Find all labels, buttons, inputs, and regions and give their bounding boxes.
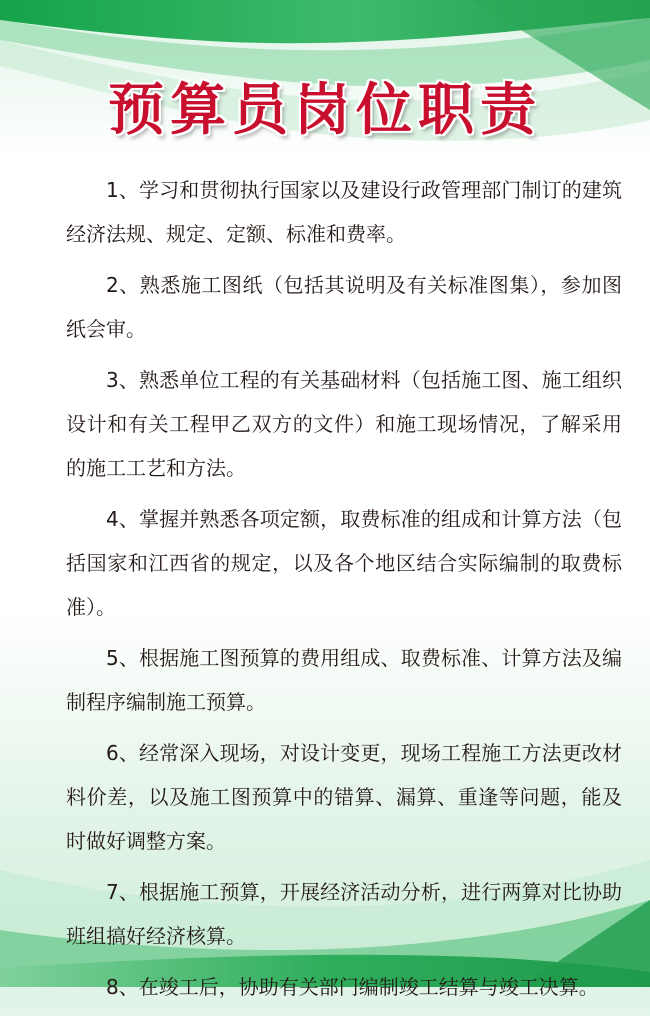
poster-title: 预算员岗位职责	[108, 78, 542, 143]
duty-item-4: 4、掌握并熟悉各项定额，取费标准的组成和计算方法（包括国家和江西省的规定，以及各个地区结合实际编制的取费标准）。	[66, 507, 622, 619]
duty-item-7: 7、根据施工预算，开展经济活动分析，进行两算对比协助班组搞好经济核算。	[66, 880, 622, 948]
duty-item-2: 2、熟悉施工图纸（包括其说明及有关标准图集），参加图纸会审。	[66, 273, 622, 341]
duty-item-3: 3、熟悉单位工程的有关基础材料（包括施工图、施工组织设计和有关工程甲乙双方的文件）和施工现场情况，了解采用的施工工艺和方法。	[66, 368, 622, 480]
duty-item-8: 8、在竣工后，协助有关部门编制竣工结算与竣工决算。	[106, 975, 599, 999]
duty-item-1: 1、学习和贯彻执行国家以及建设行政管理部门制订的建筑经济法规、规定、定额、标准和费率。	[66, 178, 622, 246]
duty-item-5: 5、根据施工图预算的费用组成、取费标准、计算方法及编制程序编制施工预算。	[66, 646, 622, 714]
duty-list	[66, 168, 622, 1016]
duty-item-6: 6、经常深入现场，对设计变更，现场工程施工方法更改材料价差，以及施工图预算中的错算、漏算、重逢等问题，能及时做好调整方案。	[66, 741, 622, 853]
